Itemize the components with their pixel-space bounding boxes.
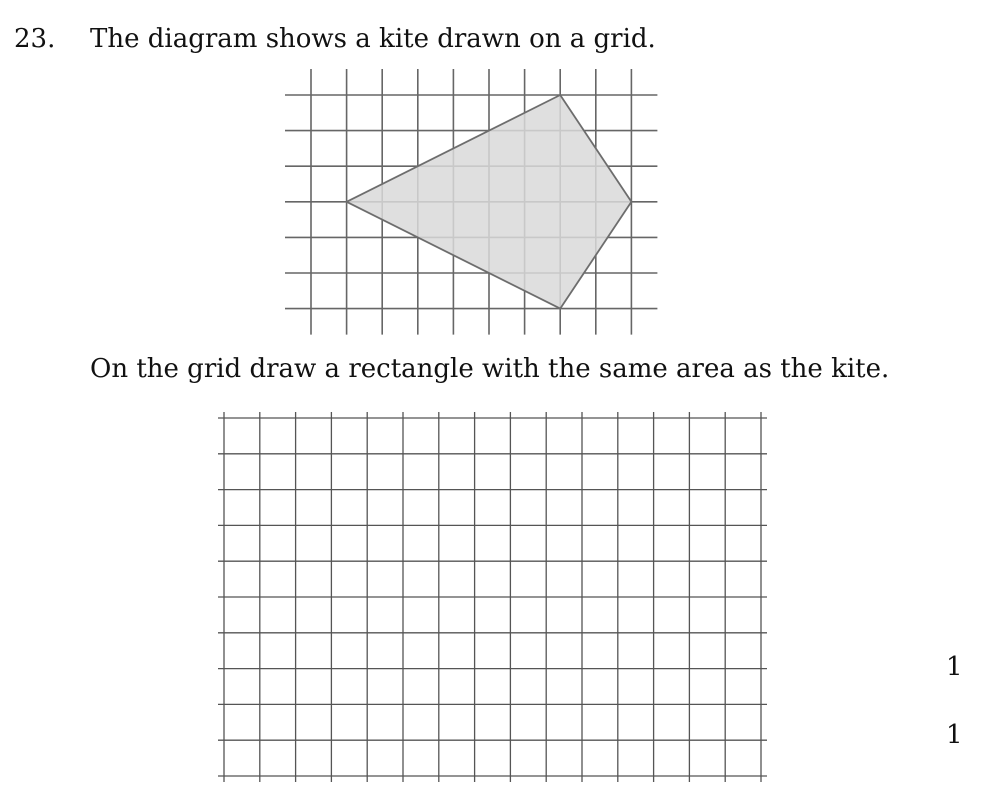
question-instruction: On the grid draw a rectangle with the same area as the kite. bbox=[90, 354, 890, 384]
mark-value: 1 bbox=[946, 720, 963, 750]
mark-value: 1 bbox=[946, 652, 963, 682]
question-stem: The diagram shows a kite drawn on a grid. bbox=[90, 24, 656, 54]
question-number: 23. bbox=[14, 24, 56, 54]
